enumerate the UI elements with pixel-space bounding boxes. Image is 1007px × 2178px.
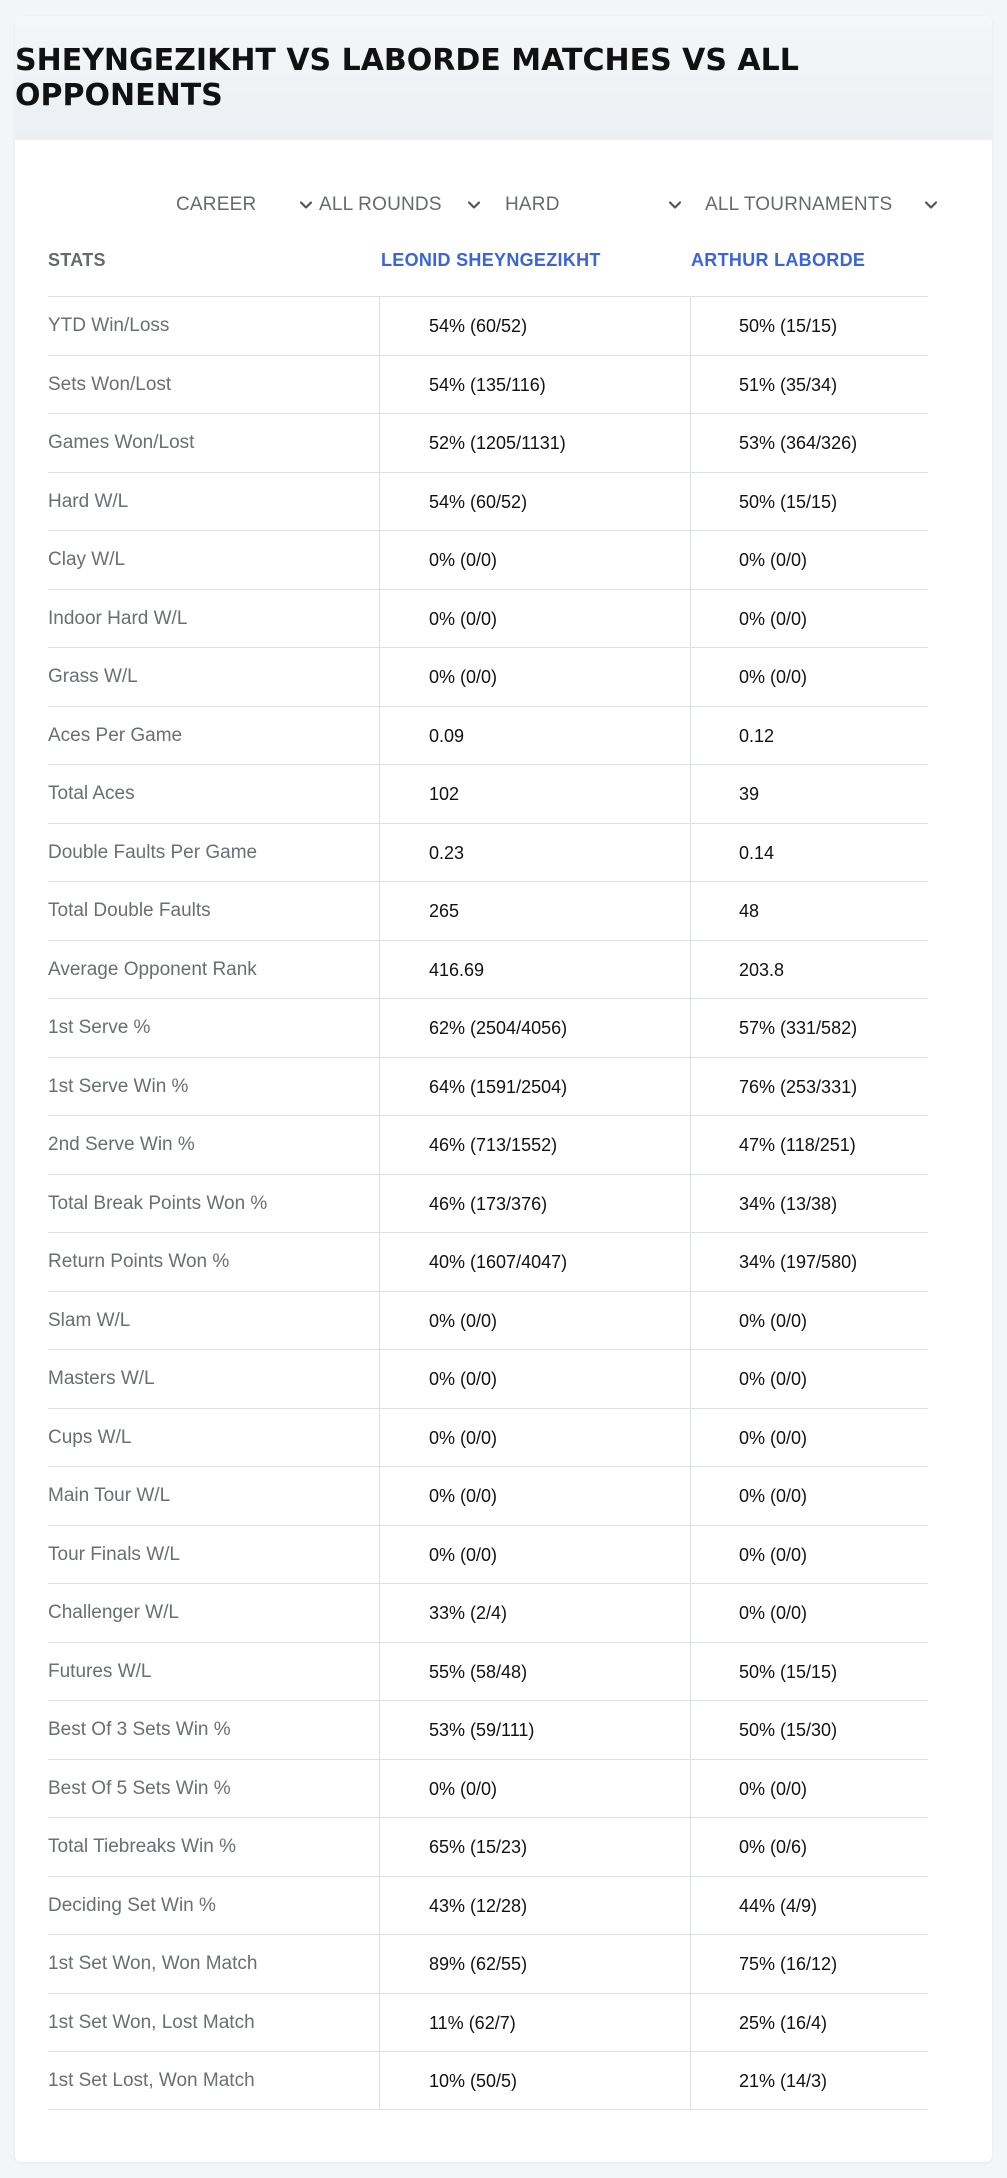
stat-label: Cups W/L — [48, 1426, 132, 1448]
player1-stat-value: 0% (0/0) — [429, 1544, 498, 1565]
table-row — [48, 1466, 928, 1525]
stat-label: Average Opponent Rank — [48, 958, 257, 980]
stat-label: Best Of 3 Sets Win % — [48, 1719, 231, 1740]
stat-label: Sets Won/Lost — [48, 373, 172, 395]
table-row — [48, 647, 928, 706]
player1-stat-value: 0% (0/0) — [429, 550, 498, 570]
player2-stat-value: 39 — [739, 784, 760, 804]
stat-label: YTD Win/Loss — [48, 315, 170, 336]
player2-stat-value: 50% (15/15) — [739, 1661, 838, 1682]
table-row — [48, 413, 928, 472]
chevron-down-icon — [467, 198, 481, 212]
stat-label: Games Won/Lost — [48, 432, 195, 453]
table-row — [48, 530, 928, 589]
player1-stat-value: 0.09 — [429, 725, 465, 746]
table-row — [48, 1817, 928, 1876]
player2-stat-value: 47% (118/251) — [739, 1135, 856, 1155]
table-row — [48, 1583, 928, 1642]
player1-stat-value: 0.23 — [429, 842, 465, 863]
table-row — [48, 1700, 928, 1759]
table-row — [48, 2051, 928, 2110]
stat-label: Total Tiebreaks Win % — [48, 1836, 236, 1857]
stat-label: Grass W/L — [48, 666, 138, 687]
player1-stat-value: 54% (60/52) — [429, 316, 528, 336]
stat-label: Hard W/L — [48, 490, 129, 512]
stat-label: 1st Serve Win % — [48, 1075, 189, 1097]
table-row — [48, 355, 928, 414]
player2-stat-value: 50% (15/30) — [739, 1720, 838, 1740]
player2-stat-value: 53% (364/326) — [739, 433, 858, 453]
player2-stat-value: 0% (0/0) — [739, 1544, 808, 1565]
player1-stat-value: 40% (1607/4047) — [429, 1252, 568, 1272]
table-row — [48, 1642, 928, 1701]
player2-stat-value: 203.8 — [739, 959, 785, 980]
stat-label: Total Double Faults — [48, 900, 211, 921]
player2-stat-value: 34% (197/580) — [739, 1252, 858, 1272]
table-row — [48, 472, 928, 531]
table-row — [48, 940, 928, 999]
player1-stat-value: 102 — [429, 784, 460, 804]
player1-stat-value: 62% (2504/4056) — [429, 1018, 568, 1038]
table-row — [48, 1057, 928, 1116]
player2-stat-value: 0% (0/0) — [739, 608, 808, 629]
stat-label: Double Faults Per Game — [48, 841, 258, 863]
player1-column-header[interactable]: LEONID SHEYNGEZIKHT — [381, 250, 601, 270]
player1-stat-value: 46% (713/1552) — [429, 1135, 558, 1155]
player1-stat-value: 10% (50/5) — [429, 2071, 518, 2091]
player2-stat-value: 0.14 — [739, 842, 775, 863]
card-header — [15, 16, 992, 140]
player1-stat-value: 52% (1205/1131) — [429, 433, 566, 453]
stat-label: 1st Set Won, Lost Match — [48, 2011, 255, 2033]
player2-stat-value: 0.12 — [739, 725, 775, 746]
table-row — [48, 1525, 928, 1584]
player2-stat-value: 50% (15/15) — [739, 316, 838, 336]
player1-stat-value: 89% (62/55) — [429, 1954, 528, 1974]
player2-column-header[interactable]: ARTHUR LABORDE — [691, 250, 866, 270]
player2-stat-value: 0% (0/0) — [739, 1310, 808, 1331]
player1-stat-value: 46% (173/376) — [429, 1193, 548, 1214]
player2-stat-value: 0% (0/0) — [739, 667, 808, 687]
player1-stat-value: 0% (0/0) — [429, 1486, 498, 1506]
chevron-down-icon — [299, 198, 313, 212]
player2-stat-value: 50% (15/15) — [739, 491, 838, 512]
player2-stat-value: 0% (0/6) — [739, 1837, 808, 1857]
player1-stat-value: 0% (0/0) — [429, 1310, 498, 1331]
stat-label: Return Points Won % — [48, 1251, 230, 1272]
stat-label: Main Tour W/L — [48, 1485, 171, 1506]
stat-label: Total Aces — [48, 783, 135, 804]
chevron-down-icon — [668, 198, 682, 212]
stat-label: Masters W/L — [48, 1368, 155, 1389]
player2-stat-value: 76% (253/331) — [739, 1076, 858, 1097]
rounds-select[interactable] — [319, 186, 499, 224]
tournaments-select-value: ALL TOURNAMENTS — [705, 194, 893, 215]
player1-stat-value: 55% (58/48) — [429, 1661, 528, 1682]
table-row — [48, 706, 928, 765]
player2-stat-value: 0% (0/0) — [739, 1778, 808, 1799]
filter-bar — [160, 186, 940, 224]
table-row — [48, 1232, 928, 1291]
table-row — [48, 1115, 928, 1174]
player2-stat-value: 0% (0/0) — [739, 1486, 808, 1506]
player2-stat-value: 75% (16/12) — [739, 1954, 838, 1974]
surface-select[interactable] — [505, 186, 705, 224]
chevron-down-icon — [924, 198, 938, 212]
career-select-value: CAREER — [176, 194, 257, 215]
player1-stat-value: 53% (59/111) — [429, 1720, 535, 1740]
player1-stat-value: 0% (0/0) — [429, 1369, 498, 1389]
player1-stat-value: 43% (12/28) — [429, 1895, 528, 1916]
table-row — [48, 1934, 928, 1993]
table-row — [48, 1408, 928, 1467]
player1-stat-value: 64% (1591/2504) — [429, 1076, 568, 1097]
stats-column-header: STATS — [48, 250, 106, 270]
table-row — [48, 823, 928, 882]
player1-stat-value: 265 — [429, 901, 460, 921]
player1-stat-value: 416.69 — [429, 959, 485, 980]
page-title: SHEYNGEZIKHT VS LABORDE MATCHES VS ALL OPPONENTS — [15, 43, 799, 113]
stat-label: 1st Serve % — [48, 1017, 151, 1038]
table-row — [48, 764, 928, 823]
table-row — [48, 998, 928, 1057]
player2-stat-value: 34% (13/38) — [739, 1193, 838, 1214]
stat-label: Deciding Set Win % — [48, 1894, 216, 1916]
player1-stat-value: 0% (0/0) — [429, 1427, 498, 1448]
player2-stat-value: 44% (4/9) — [739, 1895, 818, 1916]
column-divider — [690, 296, 691, 2110]
career-select[interactable] — [176, 186, 316, 224]
stat-label: 1st Set Lost, Won Match — [48, 2070, 255, 2091]
player2-stat-value: 0% (0/0) — [739, 1369, 808, 1389]
stat-label: 2nd Serve Win % — [48, 1134, 195, 1155]
stats-table — [48, 296, 928, 2110]
player1-stat-value: 33% (2/4) — [429, 1603, 508, 1623]
stat-label: Challenger W/L — [48, 1602, 179, 1623]
stat-label: Clay W/L — [48, 549, 126, 570]
stat-label: Best Of 5 Sets Win % — [48, 1777, 231, 1799]
stat-label: Futures W/L — [48, 1660, 152, 1682]
player1-stat-value: 0% (0/0) — [429, 667, 498, 687]
player2-stat-value: 21% (14/3) — [739, 2071, 828, 2091]
table-row — [48, 296, 928, 355]
table-row — [48, 1876, 928, 1935]
player2-stat-value: 0% (0/0) — [739, 1603, 808, 1623]
stat-label: Total Break Points Won % — [48, 1192, 268, 1214]
stat-label: Aces Per Game — [48, 724, 183, 746]
table-row — [48, 881, 928, 940]
surface-select-value: HARD — [505, 194, 560, 215]
player1-stat-value: 11% (62/7) — [429, 2012, 516, 2033]
player1-stat-value: 0% (0/0) — [429, 608, 498, 629]
column-divider — [379, 296, 380, 2110]
player1-stat-value: 65% (15/23) — [429, 1837, 528, 1857]
player2-stat-value: 25% (16/4) — [739, 2012, 828, 2033]
player1-stat-value: 54% (60/52) — [429, 491, 528, 512]
stat-label: Tour Finals W/L — [48, 1543, 180, 1565]
stat-label: Indoor Hard W/L — [48, 607, 188, 629]
table-row — [48, 1174, 928, 1233]
tournaments-select[interactable] — [705, 186, 945, 224]
stat-label: 1st Set Won, Won Match — [48, 1953, 258, 1974]
player1-stat-value: 0% (0/0) — [429, 1778, 498, 1799]
stat-label: Slam W/L — [48, 1309, 131, 1331]
table-row — [48, 1349, 928, 1408]
player2-stat-value: 0% (0/0) — [739, 550, 808, 570]
table-row — [48, 1759, 928, 1818]
player1-stat-value: 54% (135/116) — [429, 374, 546, 395]
player2-stat-value: 0% (0/0) — [739, 1427, 808, 1448]
player2-stat-value: 57% (331/582) — [739, 1018, 858, 1038]
table-row — [48, 589, 928, 648]
player2-stat-value: 48 — [739, 901, 760, 921]
table-row — [48, 1993, 928, 2052]
rounds-select-value: ALL ROUNDS — [319, 194, 442, 215]
table-row — [48, 1291, 928, 1350]
player2-stat-value: 51% (35/34) — [739, 374, 838, 395]
